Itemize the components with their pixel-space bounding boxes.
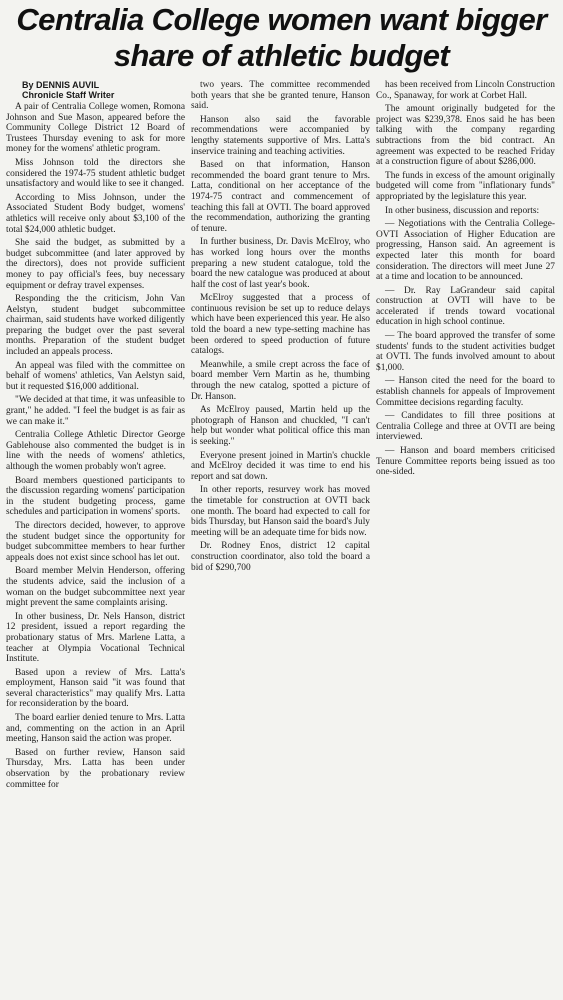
article-paragraph: Miss Johnson told the directors she considered the 1974-75 student athletic budget unsatisfactory and would like to see it changed. bbox=[6, 157, 185, 190]
article-paragraph: Responding the the criticism, John Van Aelstyn, student budget subcommittee chairman, said students have worked diligently preparing the budget over the past several months. Preparation of the student budget included an appeals process. bbox=[6, 294, 185, 358]
article-paragraph: The board earlier denied tenure to Mrs. Latta and, commenting on the action in an April meeting, Hanson said the action was proper. bbox=[6, 713, 185, 745]
article-column-3 bbox=[376, 80, 555, 995]
article-paragraph: In further business, Dr. Davis McElroy, who has worked long hours over the months preparing a new student catalogue, told the board the new catalogue was produced at about half the cost of last year's book. bbox=[191, 237, 370, 290]
article-paragraph: She said the budget, as submitted by a budget subcommittee (and later approved by the directors), does not provide sufficient money to pay official's fees, buy necessary equipment or defray travel expenses. bbox=[6, 238, 185, 291]
byline-author: By DENNIS AUVIL bbox=[22, 80, 100, 90]
article-paragraph: — Negotiations with the Centralia College-OVTI Association of Higher Education are progressing, Hanson said. An agreement is expected later this month for board consideration. The directors will meet June 27 at a time and location to be announced. bbox=[376, 219, 555, 283]
article-paragraph: Dr. Rodney Enos, district 12 capital construction coordinator, also told the board a bid of $290,700 bbox=[191, 541, 370, 573]
article-paragraph: The amount originally budgeted for the project was $239,378. Enos said he has been talking with the company regarding subtractions from the bid contract. An agreement was expected to be reached Friday at a construction figure of about $286,000. bbox=[376, 104, 555, 168]
byline bbox=[22, 80, 185, 100]
article-paragraph: In other business, discussion and reports: bbox=[385, 205, 540, 216]
article-paragraph: has been received from Lincoln Construction Co., Spanaway, for work at Corbet Hall. bbox=[376, 80, 555, 101]
column-1-paragraphs bbox=[6, 102, 185, 790]
article-paragraph: Centralia College Athletic Director George Gablehouse also commented the budget is in line with the needs of womens' athletics, although the women probably won't agree. bbox=[6, 430, 185, 472]
article-paragraph: — Hanson cited the need for the board to establish channels for appeals of Improvement Committee decisions regarding faculty. bbox=[376, 376, 555, 408]
article-paragraph: Everyone present joined in Martin's chuckle and McElroy decided it was time to end his report and sat down. bbox=[191, 450, 370, 482]
article-paragraph: — Dr. Ray LaGrandeur said capital construction at OVTI will have to be accelerated if trends toward vocational education in high school continue. bbox=[376, 285, 555, 328]
article-paragraph: A pair of Centralia College women, Romona Johnson and Sue Mason, appeared before the Community College District 12 Board of Trustees Thursday evening to ask for more money for the womens' athletic program. bbox=[6, 102, 185, 155]
article-paragraph: In other reports, resurvey work has moved the timetable for construction at OVTI back one month. The board had expected to call for bids Thursday, but Hanson said the board's July meeting will be an adequate time for bids now. bbox=[191, 485, 370, 538]
article-paragraph: In other business, Dr. Nels Hanson, district 12 president, issued a report regarding the probationary status of Mrs. Marlene Latta, a teacher at Olympia Vocational Technical Institute. bbox=[6, 611, 185, 665]
article-paragraph: — The board approved the transfer of some students' funds to the student activities budget at OVTI. The funds involved amount to about $1,000. bbox=[376, 331, 555, 373]
article-paragraph: McElroy suggested that a process of continuous revision be set up to reduce delays which have been experienced this year. He also told the board a new type-setting machine has been ordered to speed production of future catalogs. bbox=[191, 293, 370, 357]
article-paragraph: Hanson also said the favorable recommendations were accompanied by lengthy statements supportive of Mrs. Latta's inservice training and teaching activities. bbox=[191, 114, 370, 157]
article-paragraph: Meanwhile, a smile crept across the face of board member Vern Martin as he, thumbing through the new catalog, spotted a picture of Dr. Hanson. bbox=[191, 359, 370, 402]
article-paragraph: — Hanson and board members criticised Tenure Committee reports being issued as too one-sided. bbox=[376, 446, 555, 478]
column-2-paragraphs bbox=[191, 80, 370, 573]
byline-role: Chronicle Staff Writer bbox=[22, 90, 115, 100]
article-paragraph: The directors decided, however, to approve the student budget since the opportunity for budget subcommittee members to hear further appeals does not exist since school has let out. bbox=[6, 520, 185, 563]
article-paragraph: Based upon a review of Mrs. Latta's employment, Hanson said "it was found that several characteristics" may qualify Mrs. Latta for reconsideration by the board. bbox=[6, 667, 185, 710]
headline: Centralia College women want bigger share of athletic budget bbox=[16, 2, 547, 73]
article-paragraph: The funds in excess of the amount originally budgeted will come from "inflationary funds" appropriated by the legislature this year. bbox=[376, 170, 555, 202]
article-paragraph: Board member Melvin Henderson, offering the students advice, said the inclusion of a woman on the budget subcommittee next year might prevent the same complaints arising. bbox=[6, 566, 185, 609]
article-paragraph: — Candidates to fill three positions at Centralia College and three at OVTI are being interviewed. bbox=[376, 411, 555, 443]
article-paragraph: Based on further review, Hanson said Thursday, Mrs. Latta has been under observation by the probationary review committee for bbox=[6, 747, 185, 790]
article-paragraph: Based on that information, Hanson recommended the board grant tenure to Mrs. Latta, conditional on her acceptance of the 1974-75 contract and commencement of teaching this fall at OVTI. The board approved the recommendation, authorizing the granting of tenure. bbox=[191, 160, 370, 234]
article-paragraph: two years. The committee recommended both years that she be granted tenure, Hanson said. bbox=[191, 80, 370, 112]
article-paragraph: "We decided at that time, it was unfeasible to grant," he added. "I feel the budget is as fair as we can make it." bbox=[6, 395, 185, 427]
article-paragraph: As McElroy paused, Martin held up the photograph of Hanson and chuckled, "I can't help but wonder what political office this man is seeking." bbox=[191, 405, 370, 447]
article-paragraph: An appeal was filed with the committee on behalf of womens' athletics, Van Aelstyn said, but it requested $16,000 additional. bbox=[6, 360, 185, 392]
article-paragraph: According to Miss Johnson, under the Associated Student Body budget, womens' athletics will receive only about $3,100 of the total $24,000 athletic budget. bbox=[6, 192, 185, 235]
column-3-paragraphs bbox=[376, 80, 555, 478]
article-column-2 bbox=[191, 80, 370, 995]
article-column-1 bbox=[6, 80, 185, 995]
article-body bbox=[6, 80, 557, 995]
article-paragraph: Board members questioned participants to the discussion regarding womens' participation in the student budgeting process, game schedules and participation in womens' sports. bbox=[6, 475, 185, 518]
